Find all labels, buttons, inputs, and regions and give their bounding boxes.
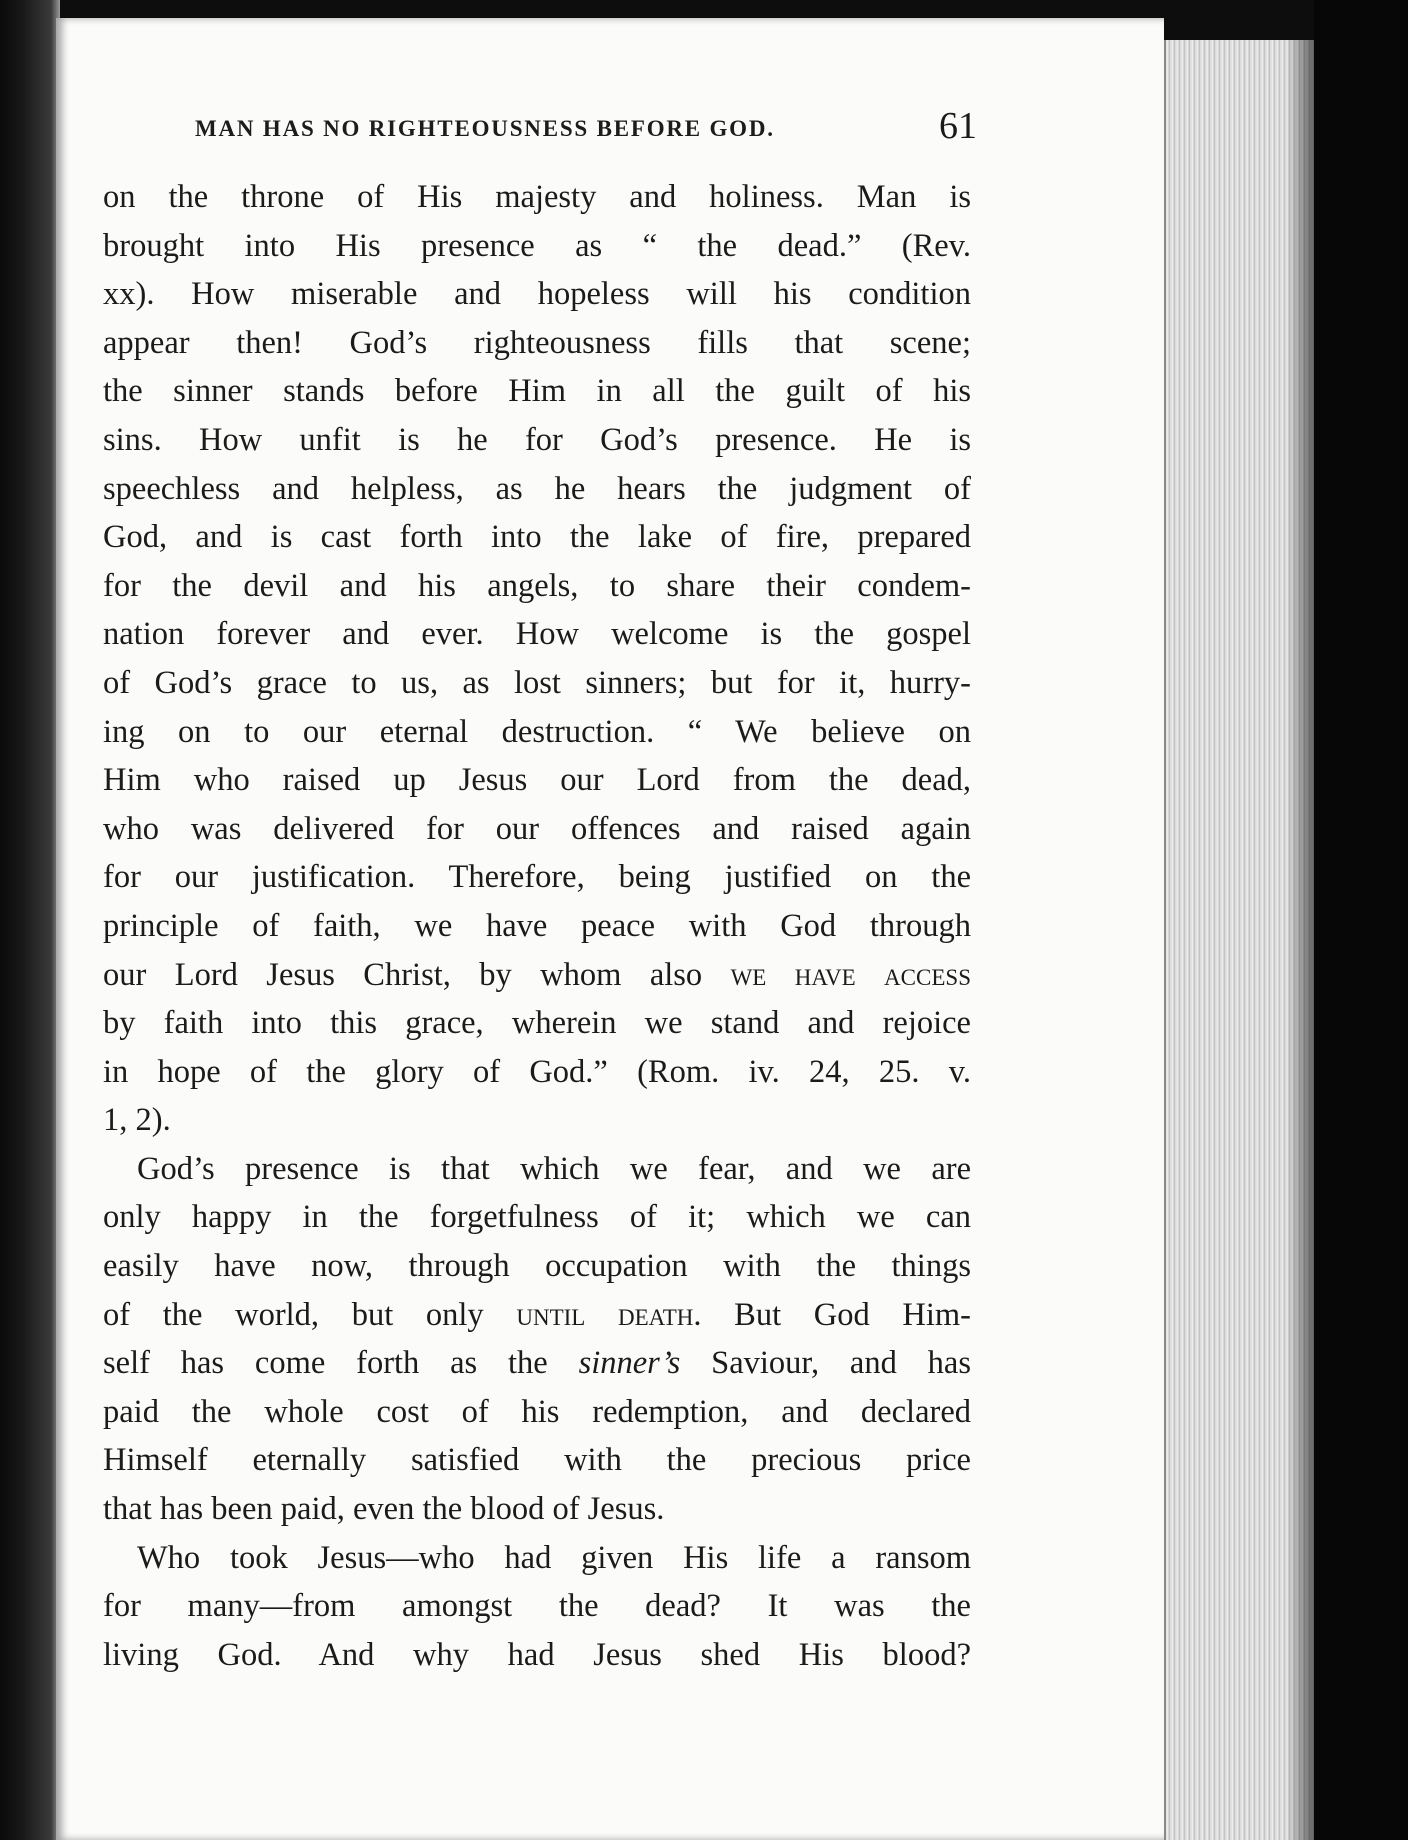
text-line: xx). How miserable and hopeless will his condition bbox=[103, 276, 971, 313]
text-line: the sinner stands before Him in all the guilt of his bbox=[103, 373, 971, 410]
text-line: brought into His presence as “ the dead.” (Rev. bbox=[103, 227, 971, 264]
text-line bbox=[103, 1291, 971, 1340]
paragraph-1 bbox=[103, 173, 971, 1145]
text-line: for many—from amongst the dead? It was the bbox=[103, 1588, 971, 1625]
text-line: speechless and helpless, as he hears the judgment of bbox=[103, 470, 971, 507]
text-run: But God Him- bbox=[701, 1296, 971, 1333]
text-run: Who took Jesus—who had given His life a ransom bbox=[137, 1539, 971, 1576]
text-line bbox=[103, 1534, 971, 1583]
text-line: paid the whole cost of his redemption, and declared bbox=[103, 1393, 971, 1430]
text-line bbox=[103, 1145, 971, 1194]
text-line: that has been paid, even the blood of Jesus. bbox=[103, 1491, 665, 1528]
text-line: of God’s grace to us, as lost sinners; but for it, hurry- bbox=[103, 664, 971, 701]
page-number: 61 bbox=[939, 105, 977, 147]
body-text bbox=[103, 173, 971, 1679]
page-edges bbox=[1164, 40, 1316, 1840]
small-caps-phrase: until death. bbox=[516, 1296, 702, 1333]
text-line: ing on to our eternal destruction. “ We believe on bbox=[103, 713, 971, 750]
small-caps-phrase: we have access bbox=[730, 956, 971, 993]
text-line: only happy in the forgetfulness of it; which we can bbox=[103, 1199, 971, 1236]
text-line: sins. How unfit is he for God’s presence. He is bbox=[103, 421, 971, 458]
text-line: for our justification. Therefore, being justified on the bbox=[103, 859, 971, 896]
text-line: who was delivered for our offences and raised again bbox=[103, 810, 971, 847]
italic-word: sinner’s bbox=[578, 1345, 681, 1382]
text-run: self has come forth as the bbox=[103, 1345, 579, 1382]
text-line bbox=[103, 951, 971, 1000]
text-line: nation forever and ever. How welcome is the gospel bbox=[103, 616, 971, 653]
text-line: easily have now, through occupation with the things bbox=[103, 1248, 971, 1285]
text-line: living God. And why had Jesus shed His blood? bbox=[103, 1636, 971, 1673]
paragraph-3 bbox=[103, 1534, 971, 1680]
text-line: Himself eternally satisfied with the precious price bbox=[103, 1442, 971, 1479]
text-line: principle of faith, we have peace with God through bbox=[103, 907, 971, 944]
running-head: MAN HAS NO RIGHTEOUSNESS BEFORE GOD. bbox=[195, 116, 775, 141]
text-run: Saviour, and has bbox=[680, 1345, 971, 1382]
text-line: for the devil and his angels, to share their condem- bbox=[103, 567, 971, 604]
text-line: Him who raised up Jesus our Lord from the dead, bbox=[103, 762, 971, 799]
background-dark bbox=[1314, 0, 1408, 1840]
text-line: on the throne of His majesty and holiness. Man is bbox=[103, 179, 971, 215]
text-line: in hope of the glory of God.” (Rom. iv. 24, 25. v. bbox=[103, 1053, 971, 1090]
text-line: God, and is cast forth into the lake of fire, prepared bbox=[103, 519, 971, 556]
book-spine-shadow bbox=[0, 0, 60, 1840]
paragraph-2 bbox=[103, 1145, 971, 1534]
text-line: 1, 2). bbox=[103, 1102, 171, 1139]
text-line bbox=[103, 1339, 971, 1388]
text-run: our Lord Jesus Christ, by whom also bbox=[103, 956, 731, 993]
text-run: of the world, but only bbox=[103, 1296, 517, 1333]
page-header bbox=[195, 100, 977, 150]
text-run: God’s presence is that which we fear, and we are bbox=[137, 1150, 971, 1187]
text-line: appear then! God’s righteousness fills that scene; bbox=[103, 324, 971, 361]
text-line: by faith into this grace, wherein we stand and rejoice bbox=[103, 1005, 971, 1042]
